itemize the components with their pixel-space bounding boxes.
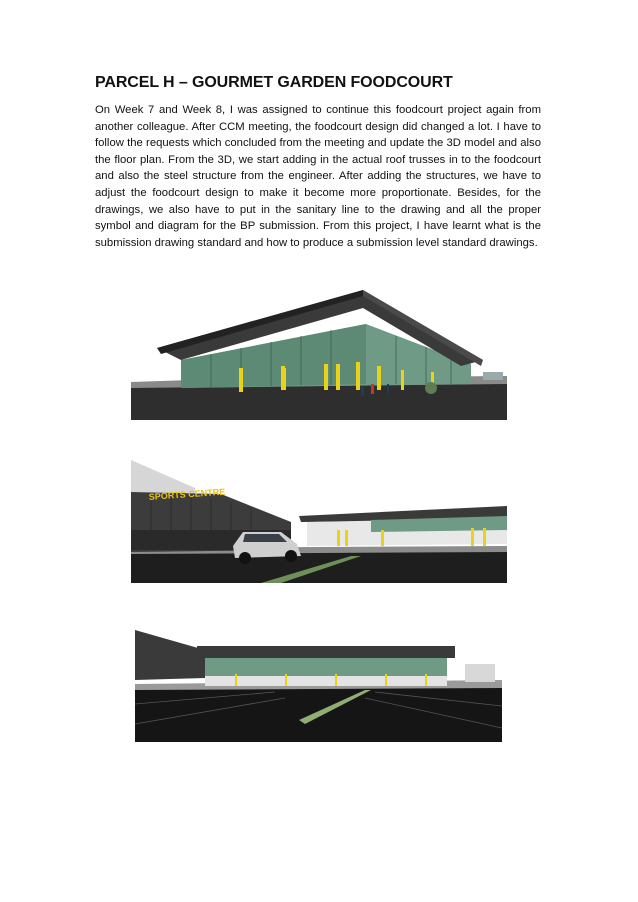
foodcourt-render-street-view [131, 460, 507, 583]
body-paragraph: On Week 7 and Week 8, I was assigned to continue this foodcourt project again from another colleague. After CCM meeting, the foodcourt design did changed a lot. I have to follow the requests which concluded from the meeting and update the 3D model and also the floor plan. From the 3D, we start adding in the actual roof trusses in to the foodcourt and also the steel structure from the engineer. After adding the structures, we have to adjust the foodcourt design to make it become more proportionate. Besides, for the drawings, we also have to put in the sanitary line to the drawing and all the proper symbol and diagram for the BP submission. From this project, I have learnt what is the submission drawing standard and how to produce a submission level standard drawings. [95, 104, 541, 249]
foodcourt-render-perspective [131, 288, 507, 420]
foodcourt-render-carpark-view [135, 628, 502, 742]
page-title: PARCEL H – GOURMET GARDEN FOODCOURT [95, 74, 453, 91]
sports-centre-sign: SPORTS CENTRE [148, 486, 226, 502]
